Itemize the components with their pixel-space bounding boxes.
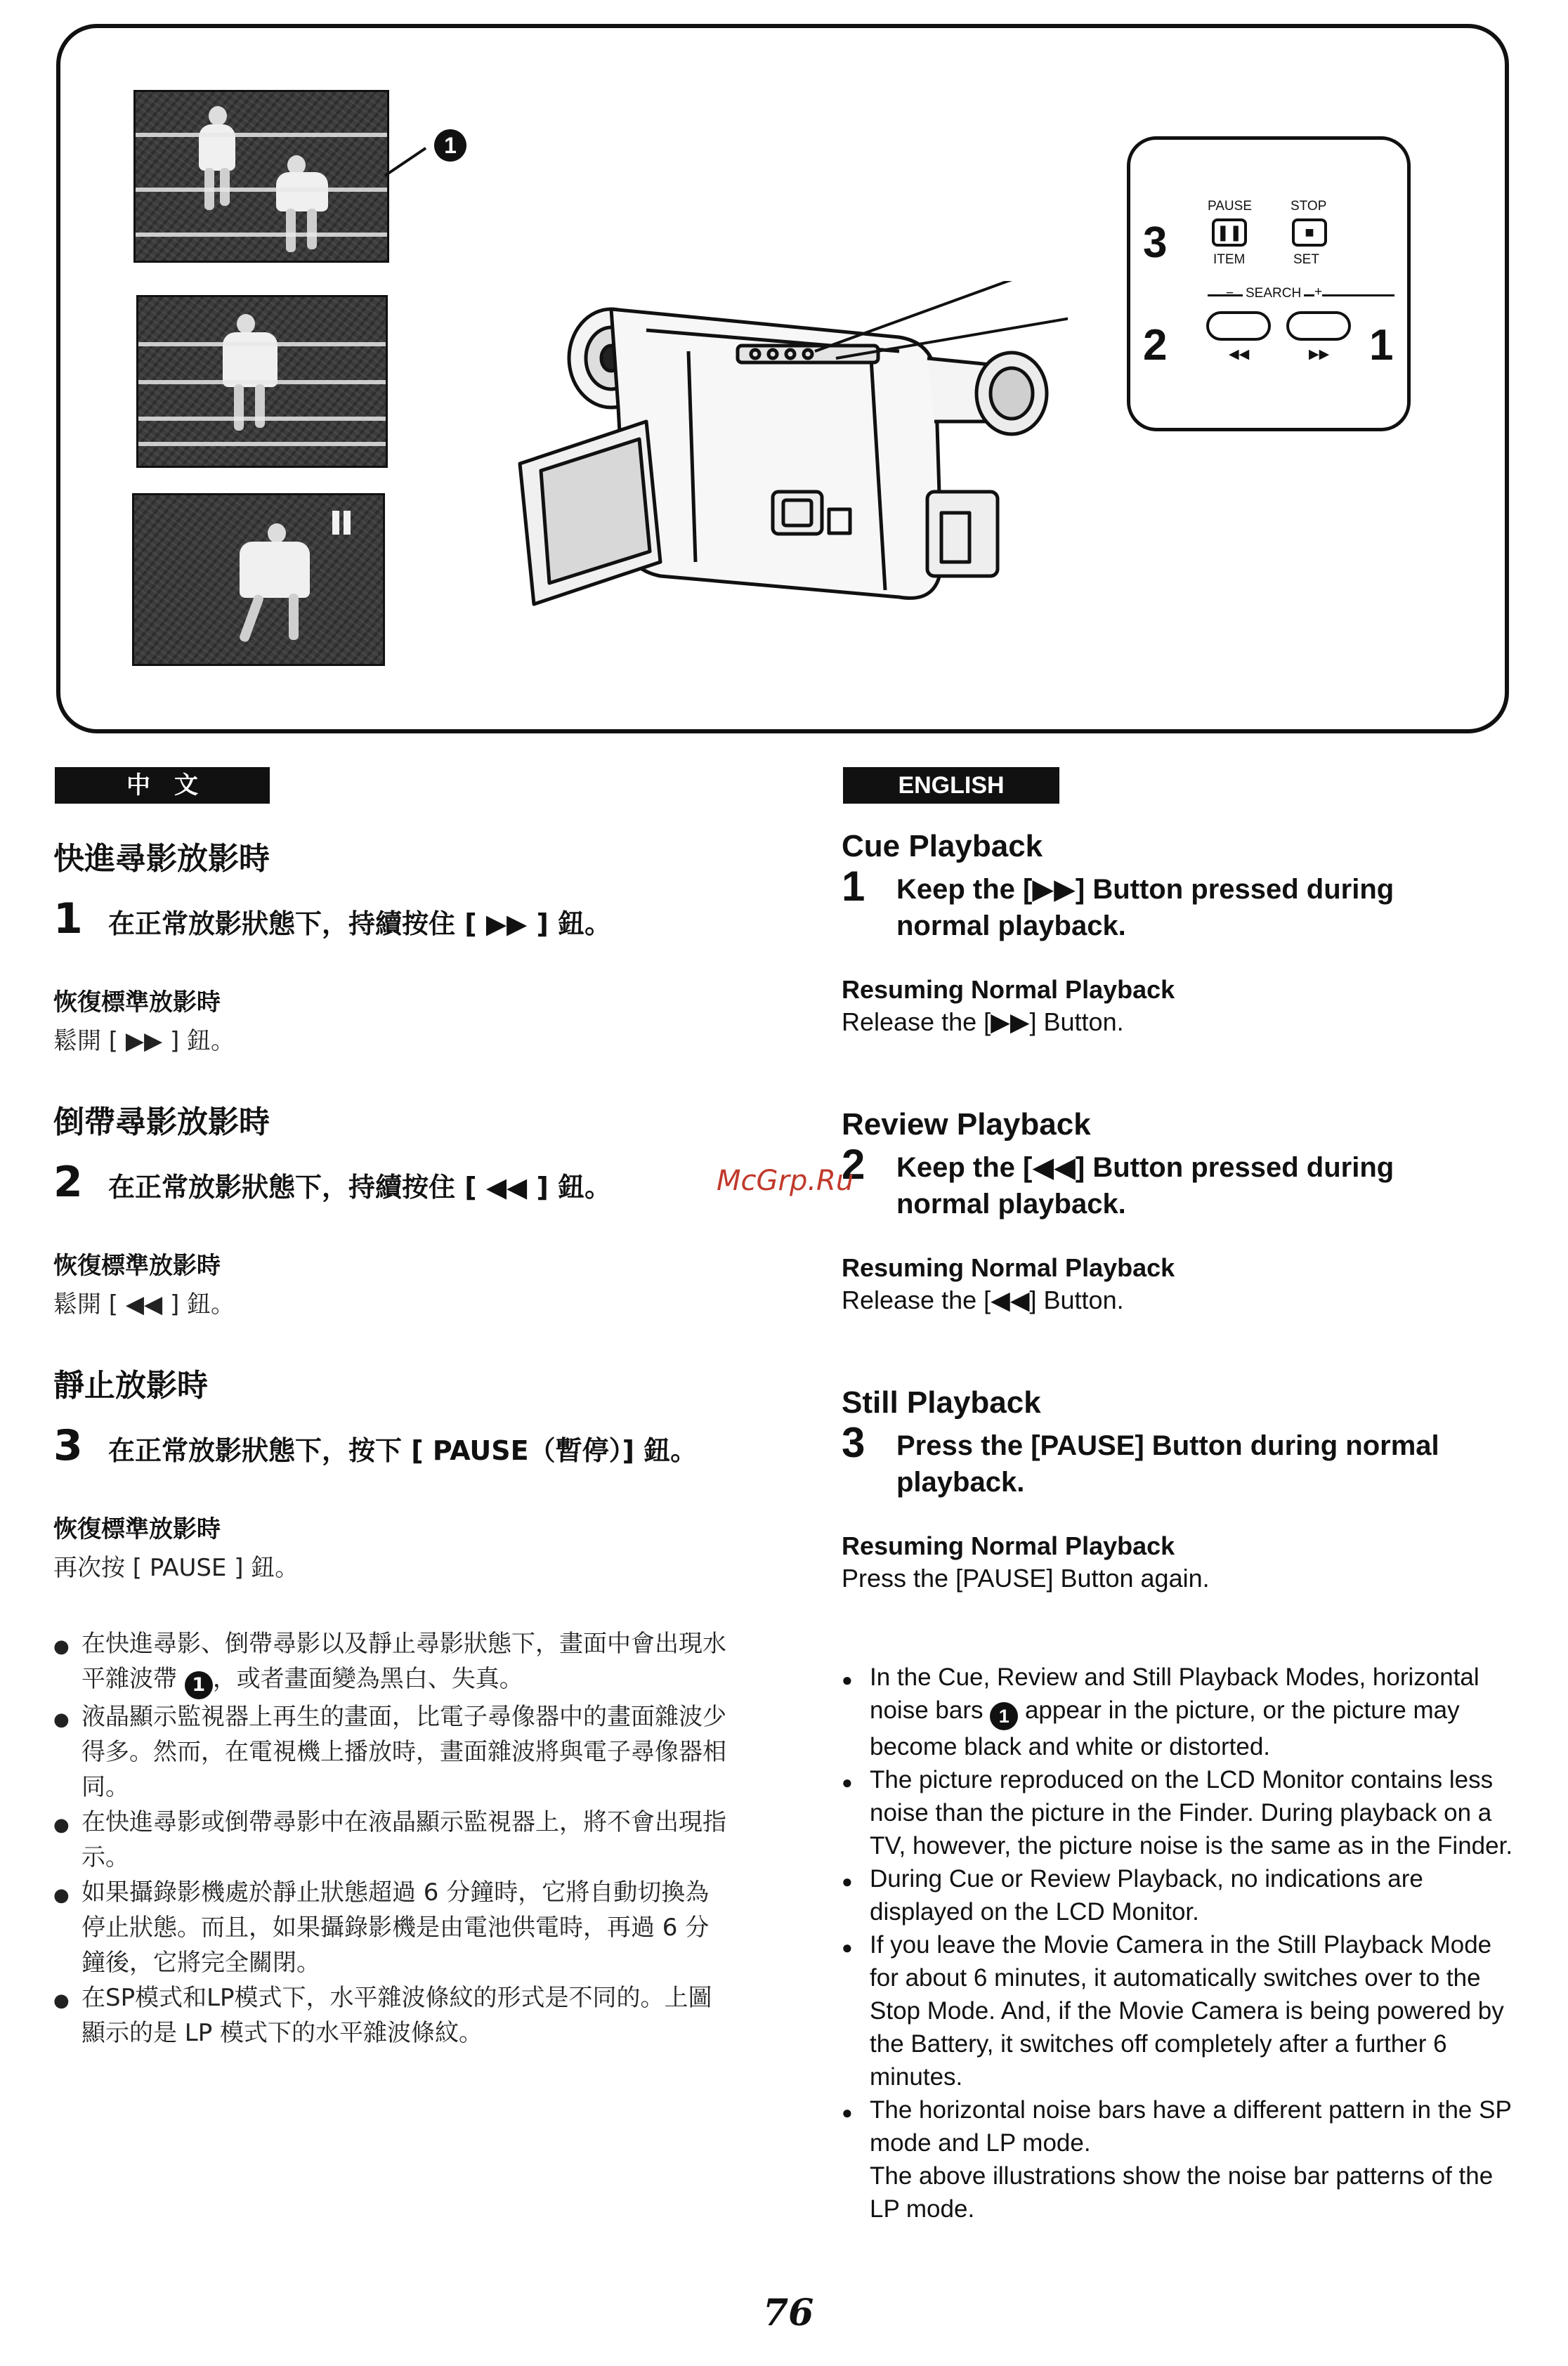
rewind-icon: ◀◀: [1229, 347, 1250, 362]
zh-note-item: ● 液晶顯示監視器上再生的畫面，比電子尋像器中的畫面雜波少得多。然而，在電視機上播放時，畫面雜波將與電子尋像器相同。: [53, 1699, 728, 1805]
en-note-item: ● If you leave the Movie Camera in the Still Playback Mode for about 6 minutes, it automatically switches over to the Stop Mode. And, if the Movie Camera is being powered by the Battery, it switches off completely after a further 6 minutes.: [842, 1928, 1516, 2093]
still-frame: [132, 493, 385, 666]
zh-cue-step-num: 1: [53, 894, 83, 943]
search-plus-label: +: [1314, 285, 1323, 299]
zh-cue-resume: 鬆開 [ ▶▶ ] 鈕。: [53, 1027, 235, 1055]
zh-notes-list: [53, 1626, 728, 2051]
zh-note-item: ● 在快進尋影或倒帶尋影中在液晶顯示監視器上，將不會出現指示。: [53, 1805, 728, 1875]
button-inset: [1127, 136, 1411, 431]
en-notes-list: [842, 1661, 1516, 2226]
en-cue-step-num: 1: [842, 863, 865, 910]
noise-frame-cue: [133, 90, 389, 263]
callout-noise-bar: 1: [434, 129, 466, 162]
zh-review-step-num: 2: [53, 1158, 83, 1207]
zh-note-item: ● 如果攝錄影機處於靜止狀態超過 6 分鐘時，它將自動切換為停止狀態。而且，如果攝錄影機是由電池供電時，再過 6 分鐘後，它將完全關閉。: [53, 1875, 728, 1980]
en-review-title: Review Playback: [842, 1107, 1091, 1142]
chinese-column: [53, 833, 728, 2051]
zh-cue-step: 在正常放影狀態下，持續按住 [ ▶▶ ] 鈕。: [108, 908, 612, 939]
en-cue-step: Keep the [▶▶] Button pressed during normal playback.: [896, 874, 1394, 941]
chinese-section-label: 中 文: [55, 767, 270, 804]
camcorder-illustration: [506, 281, 1068, 646]
rewind-button[interactable]: [1206, 311, 1271, 341]
en-still-resume-title: Resuming Normal Playback: [842, 1531, 1175, 1560]
en-cue-title: Cue Playback: [842, 829, 1043, 863]
english-section-label: ENGLISH: [843, 767, 1059, 804]
callout-badge: 1: [990, 1702, 1018, 1730]
fast-forward-button[interactable]: [1286, 311, 1351, 341]
en-note-item: ● During Cue or Review Playback, no indications are displayed on the LCD Monitor.: [842, 1862, 1516, 1928]
inset-number-3: 3: [1143, 218, 1168, 267]
zh-cue-title: 快進尋影放影時: [53, 841, 270, 877]
en-note-item: ● The picture reproduced on the LCD Monitor contains less noise than the picture in the Finder. During playback on a TV, however, the picture noise is the same as in the Finder.: [842, 1763, 1516, 1862]
en-note-item: ● In the Cue, Review and Still Playback Modes, horizontal noise bars 1 appear in the picture, or the picture may become black and white or distorted.: [842, 1661, 1516, 1763]
english-column: [842, 829, 1516, 2226]
pause-label: PAUSE: [1208, 199, 1253, 214]
zh-review-title: 倒帶尋影放影時: [53, 1104, 270, 1140]
en-review-resume: Release the [◀◀] Button.: [842, 1286, 1124, 1314]
en-cue-resume: Release the [▶▶] Button.: [842, 1007, 1124, 1036]
stop-label: STOP: [1291, 199, 1327, 214]
zh-cue-resume-title: 恢復標準放影時: [53, 988, 221, 1017]
zh-review-resume: 鬆開 [ ◀◀ ] 鈕。: [53, 1290, 235, 1319]
en-review-step: Keep the [◀◀] Button pressed during normal playback.: [896, 1152, 1394, 1220]
watermark: McGrp.Ru: [717, 1165, 854, 1197]
noise-frame-review: [136, 295, 388, 468]
pause-button[interactable]: [1212, 218, 1247, 247]
stop-button[interactable]: [1292, 218, 1327, 247]
inset-number-1: 1: [1369, 321, 1394, 370]
en-review-resume-title: Resuming Normal Playback: [842, 1253, 1175, 1282]
page-number: 76: [763, 2292, 814, 2334]
zh-review-step: 在正常放影狀態下，持續按住 [ ◀◀ ] 鈕。: [108, 1172, 612, 1203]
pause-indicator-icon: [332, 511, 339, 535]
en-review-step-num: 2: [842, 1141, 865, 1188]
search-label: SEARCH: [1243, 286, 1304, 301]
stop-icon: ■: [1305, 223, 1314, 241]
zh-still-resume-title: 恢復標準放影時: [53, 1515, 221, 1543]
item-label: ITEM: [1213, 252, 1246, 267]
search-minus-label: −: [1226, 286, 1234, 301]
en-still-step: Press the [PAUSE] Button during normal playback.: [896, 1430, 1439, 1498]
en-still-step-num: 3: [842, 1419, 865, 1466]
zh-still-step-num: 3: [53, 1421, 83, 1470]
zh-review-resume-title: 恢復標準放影時: [53, 1252, 221, 1280]
set-label: SET: [1293, 252, 1319, 267]
en-still-title: Still Playback: [842, 1385, 1041, 1420]
zh-note-item: ● 在SP模式和LP模式下，水平雜波條紋的形式是不同的。上圖顯示的是 LP 模式下的水平雜波條紋。: [53, 1980, 728, 2051]
inset-number-2: 2: [1143, 321, 1168, 370]
zh-note-item: ● 在快進尋影、倒帶尋影以及靜止尋影狀態下，畫面中會出現水平雜波帶 1 ，或者畫面變為黑白、失真。: [53, 1626, 728, 1699]
zh-still-resume: 再次按 [ PAUSE ] 鈕。: [53, 1554, 299, 1582]
zh-still-step: 在正常放影狀態下，按下 [ PAUSE（暫停）] 鈕。: [108, 1435, 698, 1466]
en-note-item: ● The horizontal noise bars have a different pattern in the SP mode and LP mode. The above illustrations show the noise bar patterns of the LP mode.: [842, 2093, 1516, 2226]
en-still-resume: Press the [PAUSE] Button again.: [842, 1564, 1210, 1593]
en-cue-resume-title: Resuming Normal Playback: [842, 975, 1175, 1004]
fast-forward-icon: ▶▶: [1309, 347, 1330, 362]
callout-badge: 1: [185, 1671, 213, 1699]
pause-icon: ❚❚: [1216, 223, 1243, 241]
zh-still-title: 靜止放影時: [53, 1368, 208, 1404]
